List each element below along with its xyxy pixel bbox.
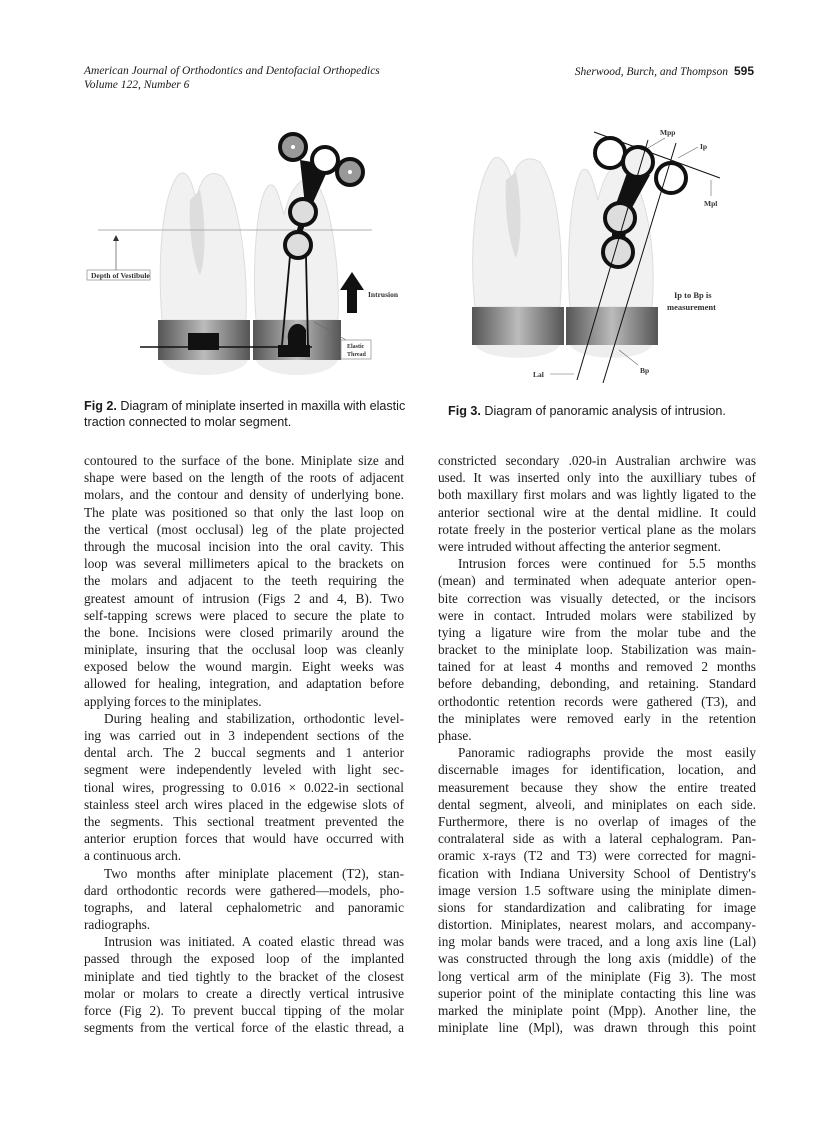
paragraph [84,865,404,934]
page-number: 595 [733,64,754,78]
text-line: anterior sectional wire at the dental midline. It could [438,504,756,520]
text-line: tying a ligature wire from the molar tube and the [438,624,756,640]
text-line: tained for at least 4 months and removed 2 months [438,659,756,675]
label-lal: Lal [533,370,544,379]
label-measurement-1: Ip to Bp is [674,290,712,300]
figure-3-caption [448,403,768,419]
body-column-left [84,452,404,1036]
label-depth-of-vestibule: Depth of Vestibule [91,271,150,280]
figure-3-diagram [0,0,838,400]
label-elastic: Elastic [347,344,365,350]
figure-2-caption [84,398,406,430]
text-line: Intrusion was initiated. A coated elastic thread was [104,934,404,950]
label-measurement-2: measurement [667,302,716,312]
journal-title: American Journal of Orthodontics and Dentofacial Orthopedics [84,65,380,77]
text-line: were in contact. Intruded molars were stabilized by [438,607,756,623]
text-line: Intrusion forces were continued for 5.5 months [458,556,756,572]
text-line: the segments. This sectional treatment prevented the [84,813,404,829]
text-line: shape were based on the length of the roots of adjacent [84,470,404,486]
text-line: allowed for healing, integration, and adaptation before [84,676,404,692]
paragraph [84,710,404,865]
text-line: bite correction was visually detected, or the incisors [438,590,756,606]
text-line: measurement because they show the entire treated [438,779,756,795]
label-mpp: Mpp [660,128,676,137]
text-line: tographs, and lateral cephalometric and panoramic [84,899,404,915]
text-line: a continuous arch. [84,848,182,864]
text-line: fication with Indiana University School of Dentistry's [438,865,756,881]
text-line: tional wires, progressing to 0.016 × 0.022-in sectional [84,779,404,795]
text-line: distortion. Miniplates, nearest molars, and accompany- [438,917,756,933]
text-line: loop was several millimeters apical to the brackets on [84,556,404,572]
left-molar [472,158,564,358]
text-line: the bone. Incisions were closed primarily around the [84,624,404,640]
text-line: was constructed through the long axis (middle) of the [438,951,756,967]
text-line: miniplate, insuring that the occlusal loop was cleanly [84,642,404,658]
paragraph [84,452,404,710]
text-line: The plate was positioned so that only the last loop on [84,504,404,520]
text-line: both maxillary first molars and was lightly ligated to the [438,487,756,503]
paragraph [438,744,756,1036]
paragraph [438,452,756,555]
text-line: exposed below the wound margin. Eight weeks was [84,659,404,675]
authors: Sherwood, Burch, and Thompson [574,66,728,78]
text-line: miniplate line (Mpl), was drawn through this point [438,1020,756,1036]
text-line: radiographs. [84,917,151,933]
text-line: long vertical arm of the miniplate (Fig 3). The most [438,968,756,984]
text-line: molar or molars to create a directly vertical intrusive [84,985,404,1001]
text-line: Furthermore, there is no overlap of images of the [438,813,756,829]
text-line: stainless steel arch wires placed in the edgewise slots of [84,796,404,812]
figure-2-caption-text: Diagram of miniplate inserted in maxilla with elastic traction connected to molar segment. [84,399,406,429]
text-line: Panoramic radiographs provide the most easily [458,745,756,761]
text-line: molars, and the contour and density of underlying bone. [84,487,404,503]
text-line: the miniplates were removed early in the retention [438,710,756,726]
text-line: ing was carried out in 3 independent sections of the [84,728,404,743]
text-line: were intruded without affecting the anterior segment. [438,538,721,554]
journal-volume: Volume 122, Number 6 [84,79,190,91]
text-line: discernable images for identification, location, and [438,762,756,778]
figure-3-caption-text: Diagram of panoramic analysis of intrusion. [484,404,726,418]
text-line: rotate freely in the posterior vertical plane as the molars [438,521,756,537]
figure-2-label: Fig 2. [84,399,117,413]
text-line: greatest amount of intrusion (Figs 2 and 4, B). Two [84,590,404,606]
label-mpl: Mpl [704,199,718,208]
text-line: bracket to the miniplate loop. Stabilization was main- [438,642,756,658]
text-line: (mean) and terminated when adequate anterior open- [438,573,756,589]
text-line: self-tapping screws were placed to secure the plate to [84,607,404,623]
figure-3-label: Fig 3. [448,404,481,418]
label-intrusion: Intrusion [368,290,399,299]
text-line: used. It was inserted only into the auxilliary tubes of [438,470,756,486]
text-line: image version 1.5 software using the miniplate dimen- [438,882,756,898]
text-line: orthodontic retention records were gathered (T3), and [438,693,756,709]
text-line: dard orthodontic records were gathered—models, pho- [84,882,404,898]
text-line: miniplate and tied tightly to the bracket of the closest [84,968,404,984]
text-line: ing molar bands were traced, and a long axis line (Lal) [438,934,756,950]
text-line: phase. [438,728,472,743]
paragraph [84,933,404,1036]
text-line: anterior eruption forces that would have occurred with [84,831,404,847]
text-line: passed through the exposed loop of the implanted [84,951,404,967]
text-line: constricted secondary .020-in Australian archwire was [438,453,756,468]
text-line: the vertical (most occlusal) leg of the plate projected [84,521,404,537]
text-line: through the mucosal incision into the oral cavity. This [84,538,404,554]
text-line: segment were independently leveled with light sec- [84,762,404,778]
text-line: sions for standardization and calibrating for image [438,899,756,915]
text-line: segments from the vertical force of the elastic thread, a [84,1020,404,1036]
text-line: force (Fig 2). To prevent buccal tipping of the molar [84,1003,404,1018]
label-bp: Bp [640,366,650,375]
text-line: superior point of the miniplate contacting this line was [438,985,756,1001]
text-line: dental arch. The 2 buccal segments and 1 anterior [84,745,404,761]
text-line: Two months after miniplate placement (T2), stan- [104,865,404,881]
text-line: contoured to the surface of the bone. Miniplate size and [84,453,404,468]
text-line: the molars and adjacent to the teeth requiring the [84,573,404,589]
text-line: contralateral side as with a lateral cephalogram. Pan- [438,831,756,847]
label-thread: Thread [347,352,366,358]
text-line: marked the miniplate point (Mpp). Another line, the [438,1003,756,1018]
body-column-right [438,452,756,1036]
paragraph [438,555,756,744]
label-ip: Ip [700,142,708,151]
text-line: oramic x-rays (T2 and T3) were corrected for magni- [438,848,756,864]
text-line: dental segment, alveoli, and miniplates on each side. [438,796,756,812]
text-line: before debanding, debonding, and retaining. Standard [438,676,756,692]
text-line: During healing and stabilization, orthodontic level- [104,710,404,726]
text-line: applying forces to the miniplates. [84,693,262,709]
